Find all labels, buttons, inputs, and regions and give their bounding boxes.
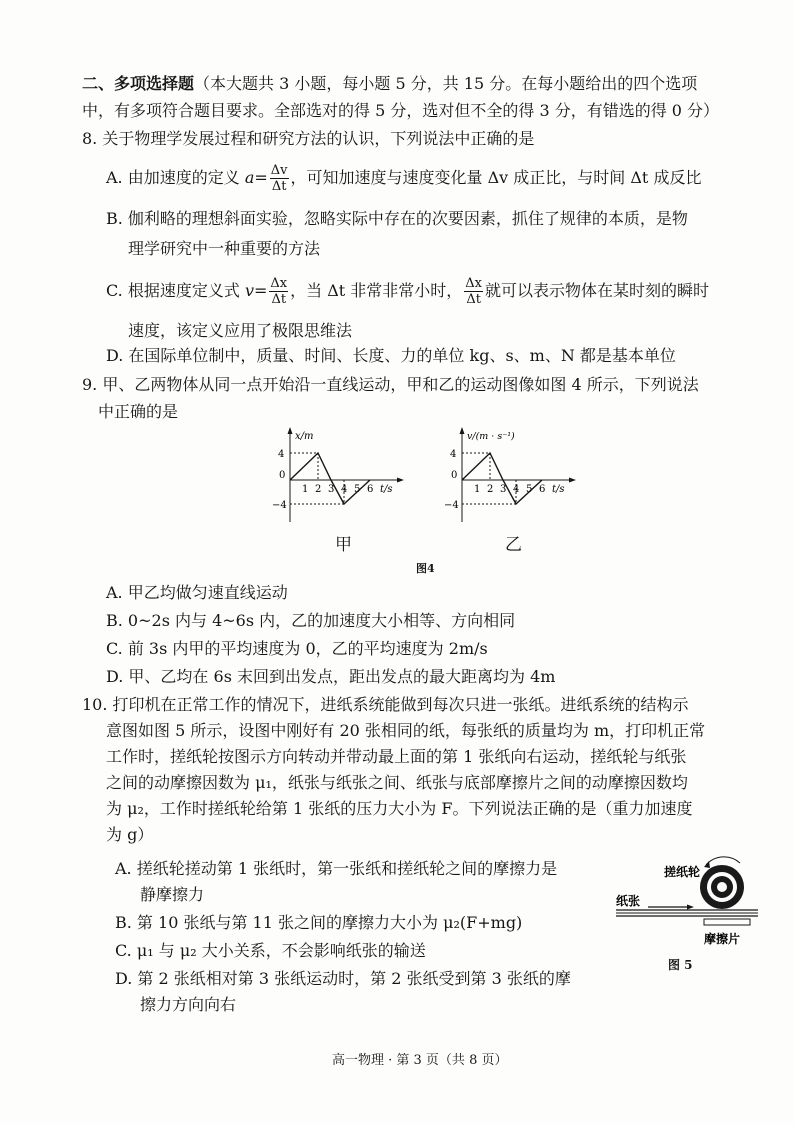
graph-yi-origin: 0 (451, 470, 458, 481)
q8-a-frac-den: Δt (271, 179, 287, 194)
label-friction-pad: 摩擦片 (704, 932, 741, 946)
graph-yi-tick-4: 4 (450, 449, 457, 460)
section-intro-2: 中，有多项符合题目要求。全部选对的得 5 分，选对但不全的得 3 分，有错选的得 0 分） (82, 101, 720, 120)
q10-stem-line5: 为 μ₂，工作时搓纸轮给第 1 张纸的压力大小为 F。下列说法正确的是（重力加速度 (106, 799, 693, 818)
q10-stem-line2: 意图如图 5 所示，设图中刚好有 20 张相同的纸，每张纸的质量均为 m，打印机正常 (106, 721, 706, 740)
q9-stem-line2: 中正确的是 (98, 402, 179, 421)
figure-5-caption: 图 5 (668, 958, 693, 972)
graph-yi-tick-4x: 4 (513, 484, 520, 495)
q9-stem-line1: 9. 甲、乙两物体从同一点开始沿一直线运动，甲和乙的运动图像如图 4 所示，下列说法 (82, 375, 699, 394)
graph-jia-tick-3: 3 (328, 484, 335, 495)
q10-stem-line3: 工作时，搓纸轮按图示方向转动并带动最上面的第 1 张纸向右运动，搓纸轮与纸张 (106, 747, 687, 766)
graph-yi-tick-6: 6 (539, 484, 546, 495)
graph-jia-line (290, 453, 370, 504)
q8-c-var: v (244, 281, 254, 300)
q10-stem-line4: 之间的动摩擦因数为 μ₁，纸张与纸张之间、纸张与底部摩擦片之间的动摩擦因数均 (106, 773, 688, 792)
graph-jia-tick-neg4: −4 (272, 500, 287, 511)
label-roller: 搓纸轮 (664, 865, 701, 879)
q8-a-fraction (270, 163, 289, 194)
graph-jia (268, 422, 408, 540)
q8-a-var: a (244, 168, 255, 187)
graph-jia-tick-4x: 4 (341, 484, 348, 495)
section-header-line1 (82, 73, 697, 95)
q10-stem-line6: 为 g） (106, 825, 154, 844)
q8-a-frac-num: Δv (270, 163, 288, 178)
q8-c-pre: C. 根据速度定义式 (106, 281, 245, 300)
q8-c-frac2-num: Δx (465, 276, 483, 291)
graph-jia-tick-1: 1 (302, 484, 309, 495)
graph-jia-name: 甲 (335, 535, 352, 555)
section-title: 二、多项选择题 (82, 74, 195, 93)
q9-option-a: A. 甲乙均做匀速直线运动 (106, 583, 288, 602)
q8-option-a: A. 由加速度的定义 a= $\frac{\Delta v}{\Delta t}$ ，可知加速度与速度变化量 Δv 成正比，与时间 Δt 成反比 (106, 163, 702, 194)
q8-c-fraction-2 (464, 276, 483, 307)
graph-jia-tick-2: 2 (315, 484, 322, 495)
q8-option-b-line1: B. 伽利略的理想斜面实验，忽略实际中存在的次要因素，抓住了规律的本质，是物 (106, 209, 688, 228)
q8-a-pre: A. 由加速度的定义 (106, 168, 245, 187)
q8-option-c-line2: 速度，该定义应用了极限思维法 (128, 321, 353, 340)
graph-yi-tlabel: t/s (552, 484, 565, 495)
graph-yi-tick-neg4: −4 (444, 500, 459, 511)
q8-stem: 8. 关于物理学发展过程和研究方法的认识，下列说法中正确的是 (82, 129, 535, 148)
graph-yi-ylabel: v/(m · s⁻¹) (467, 431, 515, 442)
q10-stem-line1: 10. 打印机在正常工作的情况下，进纸系统能做到每次只进一张纸。进纸系统的结构示 (82, 695, 689, 714)
section-intro-1: （本大题共 3 小题，每小题 5 分，共 15 分。在每小题给出的四个选项 (194, 74, 698, 93)
q8-option-c: C. 根据速度定义式 v= $\frac{\Delta x}{\Delta t}$ ，当 Δt 非常非常小时， $\frac{\Delta x}{\Delta t}$ 就可以表示物体在某时刻的瞬时 (106, 276, 710, 307)
page-footer: 高一物理 · 第 3 页（共 8 页） (332, 1053, 508, 1068)
graph-yi-tick-2: 2 (487, 484, 494, 495)
graph-yi (440, 422, 580, 540)
q9-option-c: C. 前 3s 内甲的平均速度为 0，乙的平均速度为 2m/s (106, 639, 488, 658)
graph-yi-tick-3: 3 (500, 484, 507, 495)
graph-jia-tick-6: 6 (367, 484, 374, 495)
q10-option-a-line1: A. 搓纸轮搓动第 1 张纸时，第一张纸和搓纸轮之间的摩擦力是 (115, 859, 558, 878)
q10-option-d-line1: D. 第 2 张纸相对第 3 张纸运动时，第 2 张纸受到第 3 张纸的摩 (115, 969, 571, 988)
q10-option-a-line2: 静摩擦力 (140, 885, 205, 904)
q10-option-d-line2: 擦力方向向右 (140, 995, 237, 1014)
graph-yi-line (462, 453, 542, 504)
figure-5-printer-diagram (608, 850, 758, 950)
q9-option-d: D. 甲、乙均在 6s 末回到出发点，距出发点的最大距离均为 4m (106, 667, 556, 686)
graph-yi-tick-5: 5 (526, 484, 533, 495)
graph-yi-name: 乙 (505, 535, 522, 555)
q8-option-b-line2: 理学研究中一种重要的方法 (128, 239, 321, 258)
graph-jia-tick-5: 5 (354, 484, 361, 495)
q8-c-frac2-den: Δt (466, 292, 481, 307)
q10-option-c: C. μ₁ 与 μ₂ 大小关系，不会影响纸张的输送 (115, 941, 426, 960)
q8-c-mid: ，当 Δt 非常非常小时， (290, 281, 463, 300)
q8-c-post: 就可以表示物体在某时刻的瞬时 (485, 281, 710, 300)
friction-pad (704, 919, 750, 925)
q8-c-frac-num: Δx (270, 276, 288, 291)
graph-jia-origin: 0 (279, 470, 286, 481)
graph-jia-ylabel: x/m (295, 431, 314, 442)
rotation-arrow-icon (706, 857, 740, 865)
q10-option-b: B. 第 10 张纸与第 11 张之间的摩擦力大小为 μ₂(F+mg) (115, 913, 523, 932)
q8-c-fraction (269, 276, 288, 307)
graph-jia-tlabel: t/s (380, 484, 393, 495)
q8-c-frac-den: Δt (271, 292, 287, 307)
graph-jia-tick-4: 4 (278, 449, 285, 460)
graph-yi-tick-1: 1 (474, 484, 481, 495)
label-paper: 纸张 (616, 894, 641, 908)
q9-option-b: B. 0~2s 内与 4~6s 内，乙的加速度大小相等、方向相同 (106, 611, 516, 630)
figure-4-caption: 图4 (416, 562, 435, 575)
q8-option-d: D. 在国际单位制中，质量、时间、长度、力的单位 kg、s、m、N 都是基本单位 (106, 346, 676, 365)
q8-a-post: ，可知加速度与速度变化量 Δv 成正比，与时间 Δt 成反比 (290, 168, 702, 187)
